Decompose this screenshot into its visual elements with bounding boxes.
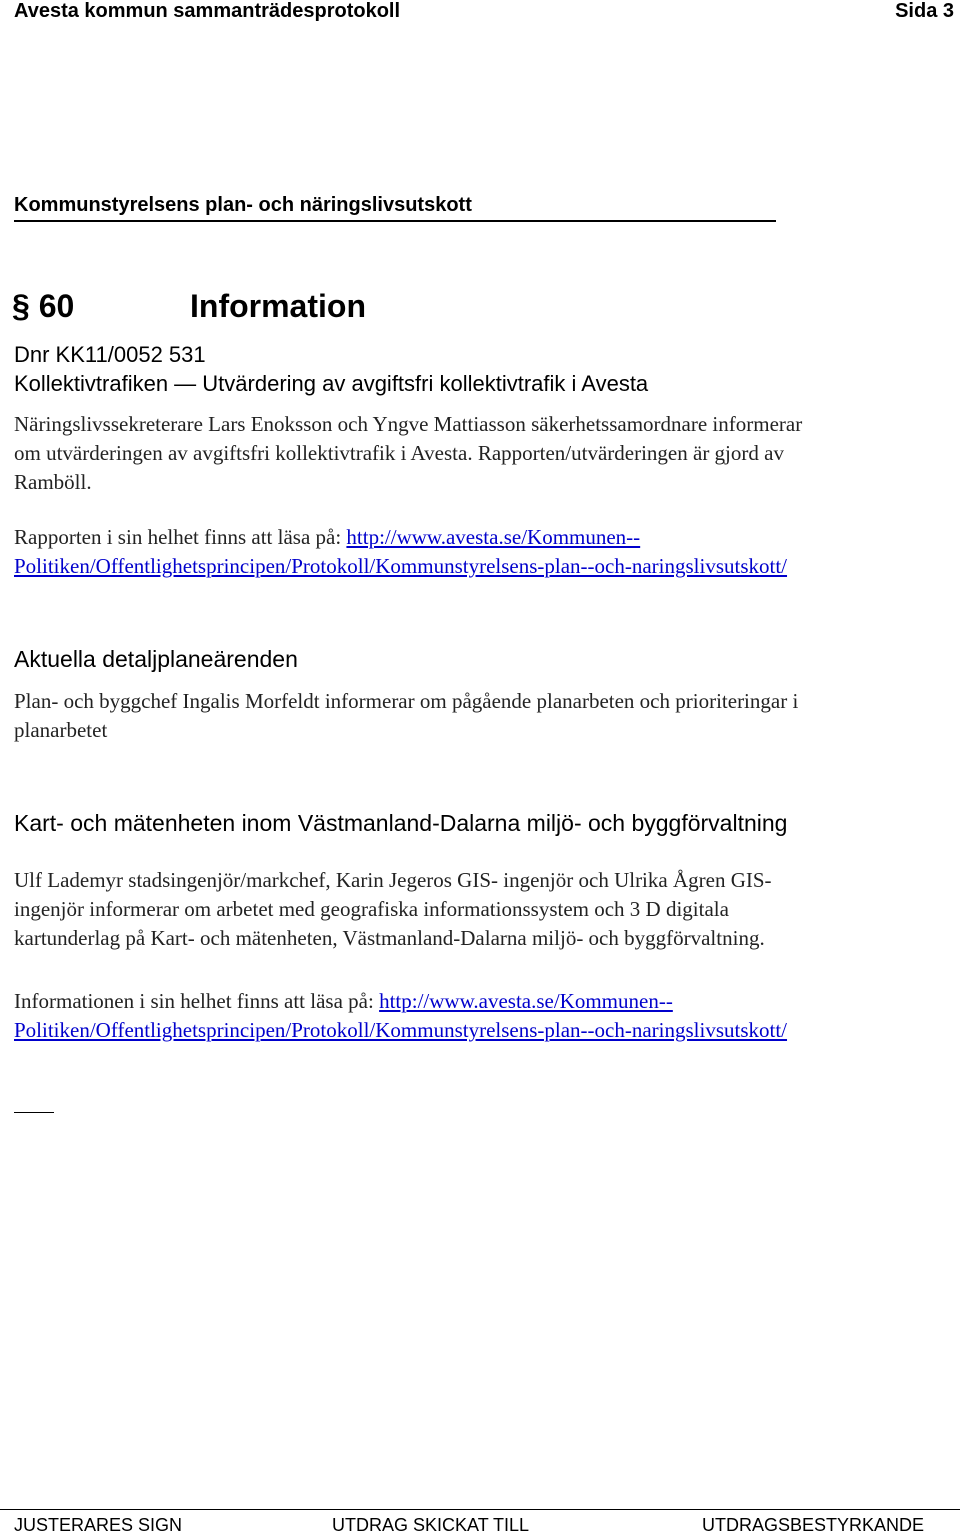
information-link-continued[interactable]: Politiken/Offentlighetsprincipen/Protokoll/Kommunstyrelsens-plan--och-naringslivsutskott/ <box>14 1018 788 1042</box>
information-link-line <box>14 1016 787 1045</box>
paragraph-line: planarbetet <box>14 718 108 742</box>
detail-plans-heading: Aktuella detaljplaneärenden <box>14 646 298 672</box>
subject-line: Kollektivtrafiken — Utvärdering av avgiftsfri kollektivtrafik i Avesta <box>14 371 649 396</box>
information-link-intro: Informationen i sin helhet finns att läsa på: <box>14 989 380 1013</box>
report-link[interactable]: http://www.avesta.se/Kommunen-- <box>346 525 641 549</box>
kart-heading: Kart- och mätenheten inom Västmanland-Dalarna miljö- och byggförvaltning <box>14 810 788 836</box>
footer-extract-sent: UTDRAG SKICKAT TILL <box>332 1515 530 1535</box>
report-link-line <box>14 523 640 552</box>
report-link-line <box>14 552 787 581</box>
information-link[interactable]: http://www.avesta.se/Kommunen-- <box>379 989 673 1013</box>
paragraph-line: Näringslivssekreterare Lars Enoksson och Yngve Mattiasson säkerhetssamordnare informerar <box>14 412 803 436</box>
footer-rule <box>0 1509 960 1510</box>
committee-name: Kommunstyrelsens plan- och näringslivsutskott <box>14 194 472 216</box>
paragraph-line: kartunderlag på Kart- och mätenheten, Västmanland-Dalarna miljö- och byggförvaltning. <box>14 926 765 950</box>
paragraph-line: Plan- och byggchef Ingalis Morfeldt informerar om pågående planarbeten och prioriteringar i <box>14 689 799 713</box>
committee-underline <box>14 220 776 222</box>
section-title: Information <box>190 288 366 324</box>
paragraph-line: ingenjör informerar om arbetet med geografiska informationssystem och 3 D digitala <box>14 897 729 921</box>
section-number: § 60 <box>12 288 75 324</box>
report-link-continued[interactable]: Politiken/Offentlighetsprincipen/Protokoll/Kommunstyrelsens-plan--och-naringslivsutskott/ <box>14 554 788 578</box>
footer-adjuster-sign: JUSTERARES SIGN <box>14 1515 183 1535</box>
diary-number: Dnr KK11/0052 531 <box>14 342 206 367</box>
section-end-rule <box>14 1112 54 1113</box>
page-number: Sida 3 <box>895 0 954 22</box>
paragraph-line: om utvärderingen av avgiftsfri kollektivtrafik i Avesta. Rapporten/utvärderingen är gjord av <box>14 441 784 465</box>
paragraph-line: Ulf Lademyr stadsingenjör/markchef, Karin Jegeros GIS- ingenjör och Ulrika Ågren GIS- <box>14 868 772 892</box>
paragraph-line: Ramböll. <box>14 470 92 494</box>
information-link-line <box>14 987 673 1016</box>
report-link-intro: Rapporten i sin helhet finns att läsa på: <box>14 525 347 549</box>
footer-extract-certified: UTDRAGSBESTYRKANDE <box>702 1515 925 1535</box>
document-title: Avesta kommun sammanträdesprotokoll <box>14 0 401 22</box>
